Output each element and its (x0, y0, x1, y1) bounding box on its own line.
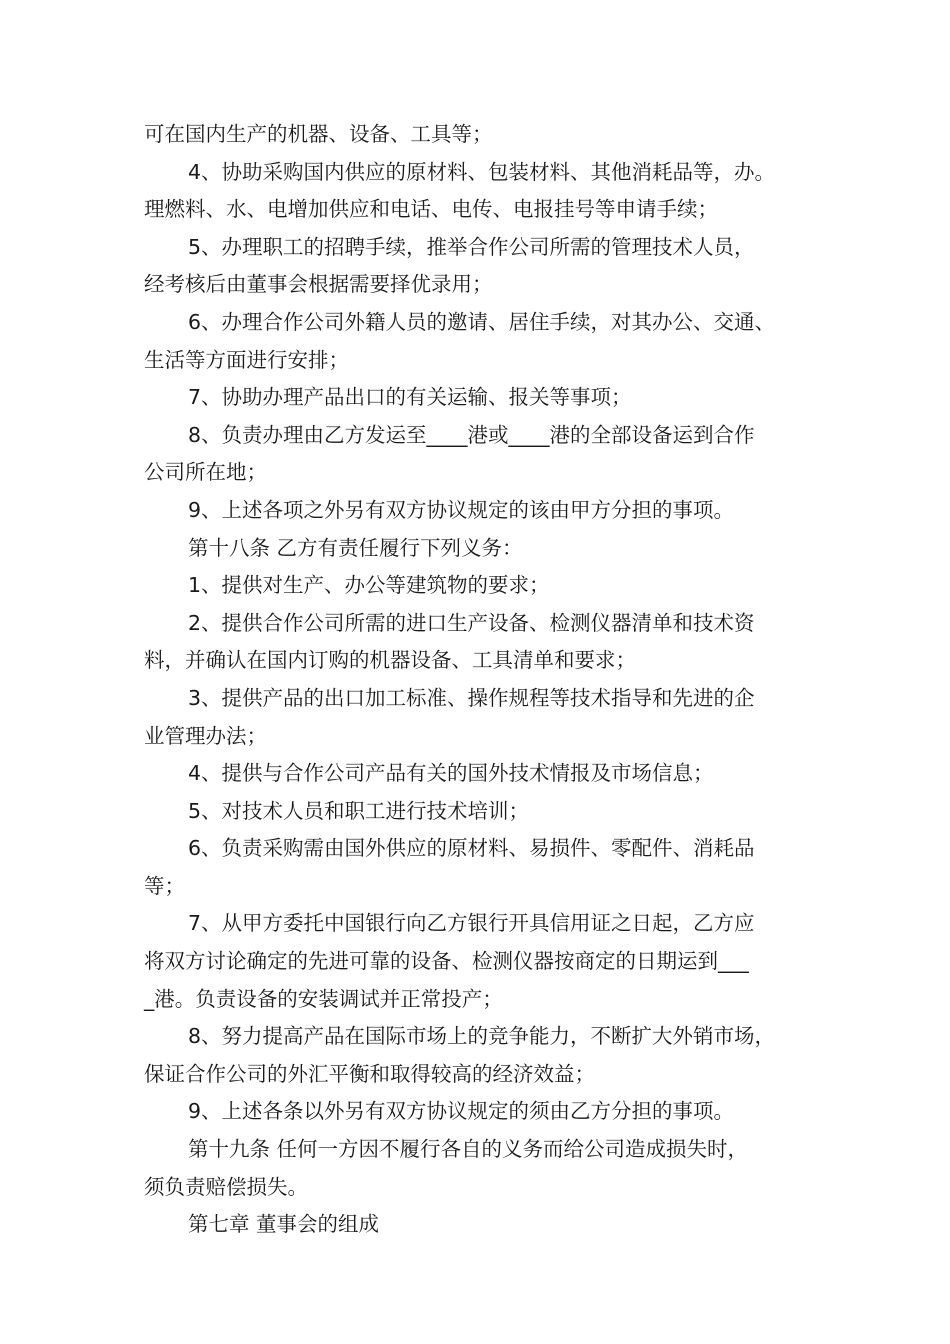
text-line: 4、协助采购国内供应的原材料、包装材料、其他消耗品等，办。 (188, 159, 776, 184)
text-line: 5、对技术人员和职工进行技术培训； (188, 798, 530, 823)
article-heading: 第十八条 乙方有责任履行下列义务： (188, 535, 523, 560)
text-line: 业管理办法； (144, 723, 267, 748)
article-heading: 第十九条 任何一方因不履行各自的义务而给公司造成损失时， (188, 1137, 749, 1162)
text-line: 保证合作公司的外汇平衡和取得较高的经济效益； (144, 1061, 595, 1086)
text-line: 2、提供合作公司所需的进口生产设备、检测仪器清单和技术资 (188, 610, 755, 635)
text-line: _港。负责设备的安装调试并正常投产； (144, 986, 503, 1011)
text-line: 6、办理合作公司外籍人员的邀请、居住手续，对其办公、交通、 (188, 309, 776, 334)
text-line: 将双方讨论确定的先进可靠的设备、检测仪器按商定的日期运到___ (144, 949, 749, 974)
text-line: 7、协助办理产品出口的有关运输、报关等事项； (188, 385, 632, 410)
text-line: 9、上述各条以外另有双方协议规定的须由乙方分担的事项。 (188, 1099, 735, 1124)
text-line: 理燃料、水、电增加供应和电话、电传、电报挂号等申请手续； (144, 197, 718, 222)
text-line: 8、负责办理由乙方发运至____港或____港的全部设备运到合作 (188, 422, 755, 447)
text-line: 5、办理职工的招聘手续，推举合作公司所需的管理技术人员， (188, 234, 755, 259)
text-line: 料，并确认在国内订购的机器设备、工具清单和要求； (144, 648, 636, 673)
text-line: 6、负责采购需由国外供应的原材料、易损件、零配件、消耗品 (188, 836, 755, 861)
text-line: 1、提供对生产、办公等建筑物的要求； (188, 573, 550, 598)
text-line: 等； (144, 873, 185, 898)
text-line: 3、提供产品的出口加工标准、操作规程等技术指导和先进的企 (188, 685, 755, 710)
text-line: 9、上述各项之外另有双方协议规定的该由甲方分担的事项。 (188, 497, 735, 522)
chapter-heading: 第七章 董事会的组成 (188, 1212, 380, 1237)
document-body (144, 116, 824, 1244)
text-line: 8、努力提高产品在国际市场上的竞争能力，不断扩大外销市场， (188, 1024, 776, 1049)
text-line: 7、从甲方委托中国银行向乙方银行开具信用证之日起，乙方应 (188, 911, 755, 936)
text-line: 生活等方面进行安排； (144, 347, 349, 372)
text-line: 须负责赔偿损失。 (144, 1174, 308, 1199)
text-line: 公司所在地； (144, 460, 267, 485)
text-line: 经考核后由董事会根据需要择优录用； (144, 272, 493, 297)
text-line: 4、提供与合作公司产品有关的国外技术情报及市场信息； (188, 761, 714, 786)
text-line: 可在国内生产的机器、设备、工具等； (144, 122, 493, 146)
